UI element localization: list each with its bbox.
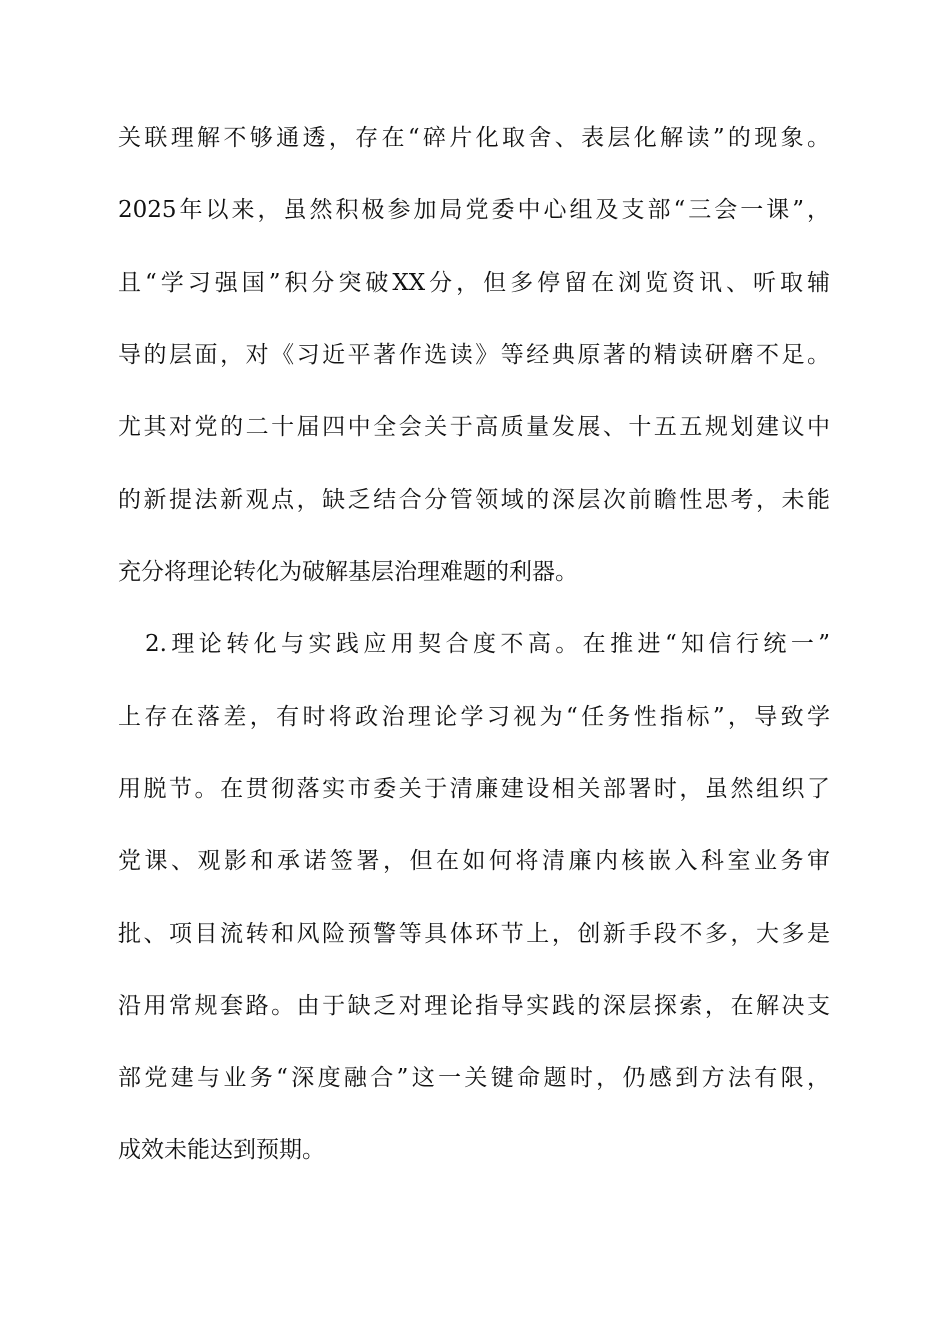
paragraph-line: 成效未能达到预期。 [118, 1137, 325, 1163]
paragraph-line: 关联理解不够通透，存在“碎片化取舍、表层化解读”的现象。 [118, 125, 830, 151]
paragraph-line: 导的层面，对《习近平著作选读》等经典原著的精读研磨不足。 [118, 342, 830, 368]
paragraph-line: 尤其对党的二十届四中全会关于高质量发展、十五五规划建议中 [118, 414, 830, 440]
paragraph-line: 且“学习强国”积分突破XX分，但多停留在浏览资讯、听取辅 [118, 270, 830, 296]
paragraph-line: 充分将理论转化为破解基层治理难题的利器。 [118, 559, 578, 585]
paragraph-line: 党课、观影和承诺签署，但在如何将清廉内核嵌入科室业务审 [118, 848, 830, 874]
paragraph-line: 2025年以来，虽然积极参加局党委中心组及支部“三会一课”， [118, 197, 830, 223]
paragraph-line: 批、项目流转和风险预警等具体环节上，创新手段不多，大多是 [118, 921, 830, 947]
section-heading-line: 2.理论转化与实践应用契合度不高。在推进“知信行统一” [145, 631, 830, 657]
paragraph-line: 上存在落差，有时将政治理论学习视为“任务性指标”，导致学 [118, 704, 830, 730]
paragraph-line: 用脱节。在贯彻落实市委关于清廉建设相关部署时，虽然组织了 [118, 776, 830, 802]
paragraph-line: 部党建与业务“深度融合”这一关键命题时，仍感到方法有限， [118, 1065, 830, 1091]
paragraph-line: 的新提法新观点，缺乏结合分管领域的深层次前瞻性思考，未能 [118, 487, 830, 513]
paragraph-line: 沿用常规套路。由于缺乏对理论指导实践的深层探索，在解决支 [118, 993, 830, 1019]
